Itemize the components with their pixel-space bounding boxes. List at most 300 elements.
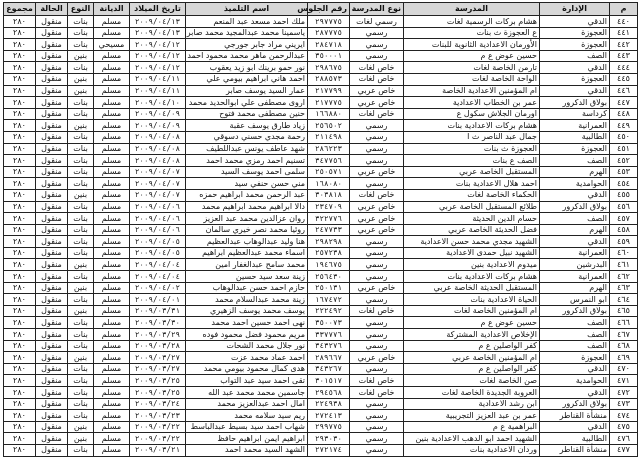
district-cell: الهرم xyxy=(540,166,610,178)
status-cell: منقول xyxy=(36,108,68,120)
gender-cell: بنين xyxy=(68,73,94,85)
gender-cell: بنات xyxy=(68,317,94,329)
total-cell: ٢٨٠ xyxy=(4,201,36,213)
school-type-cell: رسمي xyxy=(350,155,404,167)
birth-date-cell: ٢٠٠٩/٠٤/٠٩ xyxy=(130,108,186,120)
religion-cell: مسلم xyxy=(94,329,130,341)
school-type-cell: خاص عربي xyxy=(350,97,404,109)
school-type-cell: رسمي xyxy=(350,178,404,190)
seat-number-cell: ٢٩٨٦٧٥ xyxy=(308,62,350,74)
table-row xyxy=(4,50,638,62)
status-cell: منقول xyxy=(36,85,68,97)
seat-number-cell: ١٦٧٤٧٢ xyxy=(308,294,350,306)
student-name-cell: تقى احمد سيد عبد التواب xyxy=(186,375,308,387)
student-name-cell: جاسمين محمد محمد عبد الله xyxy=(186,387,308,399)
table-row xyxy=(4,16,638,28)
school-cell: ام المؤمنين الخاصة لغات xyxy=(404,305,540,317)
school-cell: المستقبل الخاصة عربي xyxy=(404,166,540,178)
status-cell: منقول xyxy=(36,259,68,271)
status-cell: منقول xyxy=(36,73,68,85)
school-type-cell: خاص عربي xyxy=(350,201,404,213)
total-cell: ٢٨٠ xyxy=(4,340,36,352)
student-name-cell: زينة سعد سيد حسين xyxy=(186,271,308,283)
seat-number-cell: ٢٤٧٧٣٣ xyxy=(308,224,350,236)
student-name-cell: هنا وليد عبدالوهاب عبدالعظيم xyxy=(186,236,308,248)
table-row xyxy=(4,444,638,456)
seat-number-cell: ٣٤٧٧٥٦ xyxy=(308,155,350,167)
birth-date-cell: ٢٠٠٩/٠٤/٠٨ xyxy=(130,131,186,143)
religion-cell: مسلم xyxy=(94,282,130,294)
total-cell: ٢٨٠ xyxy=(4,329,36,341)
school-type-cell: خاص لغات xyxy=(350,189,404,201)
total-cell: ٢٨٠ xyxy=(4,62,36,74)
table-row xyxy=(4,305,638,317)
student-name-cell: نور حمو برينك ابو زيد يعقوب xyxy=(186,62,308,74)
seat-number-cell: ٢٩٤٥٦٨ xyxy=(308,387,350,399)
gender-cell: بنات xyxy=(68,410,94,422)
school-cell: طلائع المستقبل الخاصة عربي xyxy=(404,201,540,213)
table-row xyxy=(4,259,638,271)
district-cell: الصف xyxy=(540,213,610,225)
seat-number-cell: ٢٥٦٥٠٢ xyxy=(308,120,350,132)
row-number: ٤٥٧ xyxy=(610,213,638,225)
table-body xyxy=(4,16,638,457)
school-cell: عمر بن عبد العزيز التجريبية xyxy=(404,410,540,422)
district-cell: الهرم xyxy=(540,282,610,294)
district-cell: بولاق الدكرور xyxy=(540,201,610,213)
gender-cell: بنين xyxy=(68,189,94,201)
status-cell: منقول xyxy=(36,410,68,422)
gender-cell: بنين xyxy=(68,282,94,294)
school-cell: عمر بن الخطاب الاعدادية xyxy=(404,97,540,109)
seat-number-cell: ٢١٧٧٧٥ xyxy=(308,97,350,109)
birth-date-cell: ٢٠٠٩/٠٤/٠٧ xyxy=(130,178,186,190)
school-cell: الحياة الاعدادية بنات xyxy=(404,294,540,306)
student-name-cell: عبدالرحمن ماهر محمد محمود احمد xyxy=(186,50,308,62)
total-cell: ٢٨٠ xyxy=(4,131,36,143)
district-cell: الصف xyxy=(540,329,610,341)
gender-cell: بنات xyxy=(68,108,94,120)
student-name-cell: محمد سامح عبدالغفار امين xyxy=(186,259,308,271)
status-cell: منقول xyxy=(36,27,68,39)
total-cell: ٢٨٠ xyxy=(4,247,36,259)
seat-number-cell: ٢٧٢٤١٣ xyxy=(308,410,350,422)
total-cell: ٢٨٠ xyxy=(4,387,36,399)
school-type-cell: رسمي xyxy=(350,50,404,62)
gender-cell: بنات xyxy=(68,247,94,259)
birth-date-cell: ٢٠٠٩/٠٣/٢٢ xyxy=(130,433,186,445)
religion-cell: مسلم xyxy=(94,224,130,236)
school-cell: ع العجوزة ث بنات xyxy=(404,27,540,39)
birth-date-cell: ٢٠٠٩/٠٣/٢٤ xyxy=(130,398,186,410)
column-header: نوع المدرسة xyxy=(350,3,404,16)
table-row xyxy=(4,73,638,85)
status-cell: منقول xyxy=(36,155,68,167)
table-row xyxy=(4,433,638,445)
district-cell: بولاق الدكرور xyxy=(540,97,610,109)
religion-cell: مسلم xyxy=(94,97,130,109)
school-type-cell: خاص لغات xyxy=(350,62,404,74)
school-type-cell: خاص لغات xyxy=(350,108,404,120)
status-cell: منقول xyxy=(36,340,68,352)
school-type-cell: رسمي xyxy=(350,271,404,283)
row-number: ٤٥٩ xyxy=(610,236,638,248)
student-name-cell: مني حسن حنفي سيد xyxy=(186,178,308,190)
row-number: ٤٤٠ xyxy=(610,16,638,28)
status-cell: منقول xyxy=(36,120,68,132)
birth-date-cell: ٢٠٠٩/٠٤/٠٥ xyxy=(130,236,186,248)
district-cell: العجوزة xyxy=(540,73,610,85)
row-number: ٤٧٠ xyxy=(610,363,638,375)
table-row xyxy=(4,131,638,143)
table-row xyxy=(4,97,638,109)
school-cell: تارمن الخاصة لغات xyxy=(404,62,540,74)
table-row xyxy=(4,340,638,352)
total-cell: ٢٨٠ xyxy=(4,317,36,329)
column-header: الإدارة xyxy=(540,3,610,16)
district-cell: الصف xyxy=(540,317,610,329)
student-name-cell: حازم احمد حسن عبدالوهاب xyxy=(186,282,308,294)
row-number: ٤٤٦ xyxy=(610,85,638,97)
row-number: ٤٧٥ xyxy=(610,421,638,433)
seat-number-cell: ٢٩٣٠٣٠ xyxy=(308,433,350,445)
religion-cell: مسلم xyxy=(94,444,130,456)
gender-cell: بنين xyxy=(68,50,94,62)
row-number: ٤٦٢ xyxy=(610,271,638,283)
gender-cell: بنات xyxy=(68,39,94,51)
school-type-cell: رسمي xyxy=(350,433,404,445)
school-cell: البراهمية ع م xyxy=(404,421,540,433)
school-cell: الواحة الخاصة لغات xyxy=(404,73,540,85)
gender-cell: بنات xyxy=(68,213,94,225)
religion-cell: مسلم xyxy=(94,387,130,399)
row-number: ٤٦٠ xyxy=(610,247,638,259)
birth-date-cell: ٢٠٠٩/٠٤/٠٧ xyxy=(130,166,186,178)
table-row xyxy=(4,224,638,236)
row-number: ٤٥٨ xyxy=(610,224,638,236)
student-name-cell: شهاب احمد سيد بسيط عبدالباسط xyxy=(186,421,308,433)
total-cell: ٢٨٠ xyxy=(4,108,36,120)
student-name-cell: ايريني مراد جابر جورجي xyxy=(186,39,308,51)
school-type-cell: رسمي xyxy=(350,27,404,39)
school-type-cell: رسمي xyxy=(350,410,404,422)
school-type-cell: رسمي xyxy=(350,143,404,155)
row-number: ٤٤٩ xyxy=(610,120,638,132)
birth-date-cell: ٢٠٠٩/٠٤/١٢ xyxy=(130,62,186,74)
table-row xyxy=(4,85,638,97)
total-cell: ٢٨٠ xyxy=(4,166,36,178)
gender-cell: بنات xyxy=(68,387,94,399)
student-name-cell: اسماء محمد عبدالعظيم ابراهيم xyxy=(186,247,308,259)
birth-date-cell: ٢٠٠٩/٠٤/١١ xyxy=(130,73,186,85)
row-number: ٤٤٥ xyxy=(610,73,638,85)
district-cell: الحوامدية xyxy=(540,375,610,387)
seat-number-cell: ٢٢٢٤٩٢ xyxy=(308,305,350,317)
school-cell: ميدوم الاعدادية بنين xyxy=(404,259,540,271)
gender-cell: بنات xyxy=(68,16,94,28)
total-cell: ٢٨٠ xyxy=(4,271,36,283)
status-cell: منقول xyxy=(36,363,68,375)
school-type-cell: خاص عربي xyxy=(350,213,404,225)
gender-cell: بنات xyxy=(68,97,94,109)
religion-cell: مسلم xyxy=(94,421,130,433)
district-cell: بولاق الدكرور xyxy=(540,398,610,410)
school-cell: احمد هلال الاعدادية بنات xyxy=(404,178,540,190)
student-name-cell: ملك احمد مسعد عبد المنعم xyxy=(186,16,308,28)
status-cell: منقول xyxy=(36,131,68,143)
seat-number-cell: ٣٥٠٠٧٣ xyxy=(308,317,350,329)
district-cell: الدقي xyxy=(540,421,610,433)
school-cell: وردان الاعدادية بنات xyxy=(404,444,540,456)
table-row xyxy=(4,120,638,132)
row-number: ٤٥١ xyxy=(610,143,638,155)
student-name-cell: هدى كمال محمود بيومي محمد xyxy=(186,363,308,375)
school-cell: جمال عبد الناصر ث ا xyxy=(404,131,540,143)
gender-cell: بنين xyxy=(68,433,94,445)
status-cell: منقول xyxy=(36,247,68,259)
religion-cell: مسلم xyxy=(94,247,130,259)
status-cell: منقول xyxy=(36,213,68,225)
student-name-cell: روان عزالدين محمد عبد العزيز xyxy=(186,213,308,225)
school-cell: الإخلاص الاعدادية المشتركة xyxy=(404,329,540,341)
district-cell: الصف xyxy=(540,50,610,62)
status-cell: منقول xyxy=(36,201,68,213)
school-type-cell: خاص عربي xyxy=(350,224,404,236)
seat-number-cell: ٢٨٤٧١٨ xyxy=(308,39,350,51)
student-name-cell: اروى مصطفى علي ابوالحديد محمد xyxy=(186,97,308,109)
school-cell: الصف ع بنات xyxy=(404,155,540,167)
total-cell: ٢٨٠ xyxy=(4,398,36,410)
district-cell: الدقي xyxy=(540,16,610,28)
total-cell: ٢٨٠ xyxy=(4,155,36,167)
table-row xyxy=(4,108,638,120)
total-cell: ٢٨٠ xyxy=(4,282,36,294)
student-name-cell: شهد عاطف يونس عبداللطيف xyxy=(186,143,308,155)
gender-cell: بنات xyxy=(68,166,94,178)
table-row xyxy=(4,387,638,399)
school-type-cell: رسمي xyxy=(350,363,404,375)
school-cell: العروبة الجديدة الخاصة لغات xyxy=(404,387,540,399)
district-cell: الصف xyxy=(540,155,610,167)
student-name-cell: ياسمينا محمد عبدالمجيد محمد صابر xyxy=(186,27,308,39)
row-number: ٤٤٣ xyxy=(610,50,638,62)
seat-number-cell: ٣٤٣٢٦٧ xyxy=(308,363,350,375)
total-cell: ٢٨٠ xyxy=(4,27,36,39)
religion-cell: مسلم xyxy=(94,143,130,155)
religion-cell: مسلم xyxy=(94,236,130,248)
religion-cell: مسلم xyxy=(94,271,130,283)
religion-cell: مسلم xyxy=(94,363,130,375)
status-cell: منقول xyxy=(36,433,68,445)
total-cell: ٢٨٠ xyxy=(4,375,36,387)
seat-number-cell: ٢٥٧٢٣٨ xyxy=(308,247,350,259)
student-name-cell: زينة محمد عبدالسلام محمد xyxy=(186,294,308,306)
student-name-cell: دالا ابراهيم محمد ابراهيم محمد xyxy=(186,201,308,213)
religion-cell: مسلم xyxy=(94,108,130,120)
gender-cell: بنين xyxy=(68,120,94,132)
birth-date-cell: ٢٠٠٩/٠٣/٢٨ xyxy=(130,340,186,352)
religion-cell: مسلم xyxy=(94,294,130,306)
religion-cell: مسلم xyxy=(94,189,130,201)
row-number: ٤٦٧ xyxy=(610,329,638,341)
school-cell: اورمان الجلاش سكول ع xyxy=(404,108,540,120)
district-cell: العجوزة xyxy=(540,143,610,155)
student-name-cell: حنين مصطفى محمد فتوح xyxy=(186,108,308,120)
district-cell: الهرم xyxy=(540,224,610,236)
column-header: اسم التلميذ xyxy=(186,3,308,16)
status-cell: منقول xyxy=(36,398,68,410)
birth-date-cell: ٢٠٠٩/٠٤/٠٦ xyxy=(130,201,186,213)
birth-date-cell: ٢٠٠٩/٠٣/٣٠ xyxy=(130,317,186,329)
seat-number-cell: ٢٥٦٤٣٠ xyxy=(308,271,350,283)
school-type-cell: رسمي xyxy=(350,398,404,410)
status-cell: منقول xyxy=(36,189,68,201)
row-number: ٤٦٥ xyxy=(610,305,638,317)
column-header: رقم الجلوس xyxy=(308,3,350,16)
status-cell: منقول xyxy=(36,329,68,341)
seat-number-cell: ٢٩٨٢٩٨ xyxy=(308,236,350,248)
status-cell: منقول xyxy=(36,62,68,74)
district-cell: العمرانية xyxy=(540,271,610,283)
birth-date-cell: ٢٠٠٩/٠٤/٠٤ xyxy=(130,271,186,283)
seat-number-cell: ٢٩٩٧٧٥ xyxy=(308,421,350,433)
row-number: ٤٧٢ xyxy=(610,387,638,399)
birth-date-cell: ٢٠٠٩/٠٣/٢٩ xyxy=(130,329,186,341)
header-row xyxy=(4,3,638,16)
row-number: ٤٦٨ xyxy=(610,340,638,352)
religion-cell: مسلم xyxy=(94,120,130,132)
table-row xyxy=(4,189,638,201)
religion-cell: مسلم xyxy=(94,259,130,271)
table-row xyxy=(4,27,638,39)
table-row xyxy=(4,62,638,74)
district-cell: الدقي xyxy=(540,363,610,375)
birth-date-cell: ٢٠٠٩/٠٤/٠٦ xyxy=(130,224,186,236)
birth-date-cell: ٢٠٠٩/٠٤/٠٦ xyxy=(130,213,186,225)
student-name-cell: مريم محمود فضل محمود فوده xyxy=(186,329,308,341)
seat-number-cell: ٣٣٧٧٧٦ xyxy=(308,329,350,341)
seat-number-cell: ٢٥٠٥٧١ xyxy=(308,166,350,178)
student-name-cell: روئيا محمد نصر خيري سالمان xyxy=(186,224,308,236)
status-cell: منقول xyxy=(36,375,68,387)
school-type-cell: رسمي xyxy=(350,131,404,143)
district-cell: الطالبية xyxy=(540,433,610,445)
district-cell: بولاق الدكرور xyxy=(540,305,610,317)
gender-cell: بنات xyxy=(68,444,94,456)
gender-cell: بنات xyxy=(68,224,94,236)
school-type-cell: خاص عربي xyxy=(350,282,404,294)
row-number: ٤٤١ xyxy=(610,27,638,39)
school-cell: كفر الواصلين ع م xyxy=(404,340,540,352)
column-header: المدرسة xyxy=(404,3,540,16)
seat-number-cell: ٢٢٤٩٣٨ xyxy=(308,398,350,410)
religion-cell: مسلم xyxy=(94,155,130,167)
student-name-cell: عمار السيد يوسف صابر xyxy=(186,85,308,97)
school-cell: هشام بركات الاعدادية بنات xyxy=(404,271,540,283)
religion-cell: مسلم xyxy=(94,85,130,97)
seat-number-cell: ١٦٦٨٨٠ xyxy=(308,108,350,120)
student-name-cell: يوسف محمد يوسف الزهيري xyxy=(186,305,308,317)
seat-number-cell: ٢٩٧٧٧٥ xyxy=(308,16,350,28)
table-row xyxy=(4,317,638,329)
table-row xyxy=(4,410,638,422)
gender-cell: بنات xyxy=(68,62,94,74)
school-type-cell: خاص لغات xyxy=(350,387,404,399)
religion-cell: مسلم xyxy=(94,178,130,190)
total-cell: ٢٨٠ xyxy=(4,259,36,271)
student-name-cell: احمد هاني ابراهيم بيومي علي xyxy=(186,73,308,85)
gender-cell: بنين xyxy=(68,259,94,271)
seat-number-cell: ٢١٧٧٩٩ xyxy=(308,85,350,97)
gender-cell: بنين xyxy=(68,305,94,317)
school-type-cell: رسمي xyxy=(350,317,404,329)
status-cell: منقول xyxy=(36,282,68,294)
table-row xyxy=(4,166,638,178)
total-cell: ٢٨٠ xyxy=(4,73,36,85)
table-row xyxy=(4,143,638,155)
seat-number-cell: ٣٠١٥١٧ xyxy=(308,375,350,387)
student-name-cell: سلمى احمد يوسف السيد xyxy=(186,166,308,178)
total-cell: ٢٨٠ xyxy=(4,363,36,375)
school-type-cell: رسمي xyxy=(350,294,404,306)
gender-cell: بنات xyxy=(68,340,94,352)
school-type-cell: رسمي xyxy=(350,247,404,259)
religion-cell: مسلم xyxy=(94,131,130,143)
row-number: ٤٦٤ xyxy=(610,294,638,306)
seat-number-cell: ١٦٨٠٨٠ xyxy=(308,178,350,190)
row-number: ٤٤٨ xyxy=(610,108,638,120)
total-cell: ٢٨٠ xyxy=(4,178,36,190)
gender-cell: بنات xyxy=(68,155,94,167)
status-cell: منقول xyxy=(36,16,68,28)
total-cell: ٢٨٠ xyxy=(4,189,36,201)
district-cell: منشأة القناطر xyxy=(540,444,610,456)
seat-number-cell: ٢٨٩٦٦٧ xyxy=(308,352,350,364)
birth-date-cell: ٢٠٠٩/٠٤/٠٥ xyxy=(130,247,186,259)
student-name-cell: الشهد السيد محمد احمد xyxy=(186,444,308,456)
student-name-cell: امال احمد عبدالعزيز محمد xyxy=(186,398,308,410)
total-cell: ٢٨٠ xyxy=(4,305,36,317)
school-type-cell: رسمي xyxy=(350,329,404,341)
student-name-cell: احمد عماد محمد عزت xyxy=(186,352,308,364)
total-cell: ٢٨٠ xyxy=(4,85,36,97)
table-row xyxy=(4,329,638,341)
gender-cell: بنات xyxy=(68,398,94,410)
seat-number-cell: ٢٨٦٢٢٣ xyxy=(308,143,350,155)
gender-cell: بنات xyxy=(68,143,94,155)
district-cell: العجوزة xyxy=(540,352,610,364)
birth-date-cell: ٢٠٠٩/٠٤/٠١ xyxy=(130,294,186,306)
status-cell: منقول xyxy=(36,387,68,399)
school-cell: حسين عوض ع م xyxy=(404,50,540,62)
results-table xyxy=(3,2,638,457)
total-cell: ٢٨٠ xyxy=(4,97,36,109)
seat-number-cell: ٣٢٢٧٧٦ xyxy=(308,213,350,225)
school-cell: الأورمان الاعدادية الثانوية للبنات xyxy=(404,39,540,51)
status-cell: منقول xyxy=(36,178,68,190)
birth-date-cell: ٢٠٠٩/٠٣/٢٧ xyxy=(130,363,186,375)
status-cell: منقول xyxy=(36,294,68,306)
religion-cell: مسلم xyxy=(94,62,130,74)
birth-date-cell: ٢٠٠٩/٠٤/٠٨ xyxy=(130,155,186,167)
birth-date-cell: ٢٠٠٩/٠٤/٠٩ xyxy=(130,120,186,132)
seat-number-cell: ٢٧٢١٧٤ xyxy=(308,444,350,456)
total-cell: ٢٨٠ xyxy=(4,352,36,364)
row-number: ٤٤٤ xyxy=(610,62,638,74)
gender-cell: بنات xyxy=(68,363,94,375)
school-type-cell: رسمي xyxy=(350,421,404,433)
district-cell: الحوامدية xyxy=(540,178,610,190)
